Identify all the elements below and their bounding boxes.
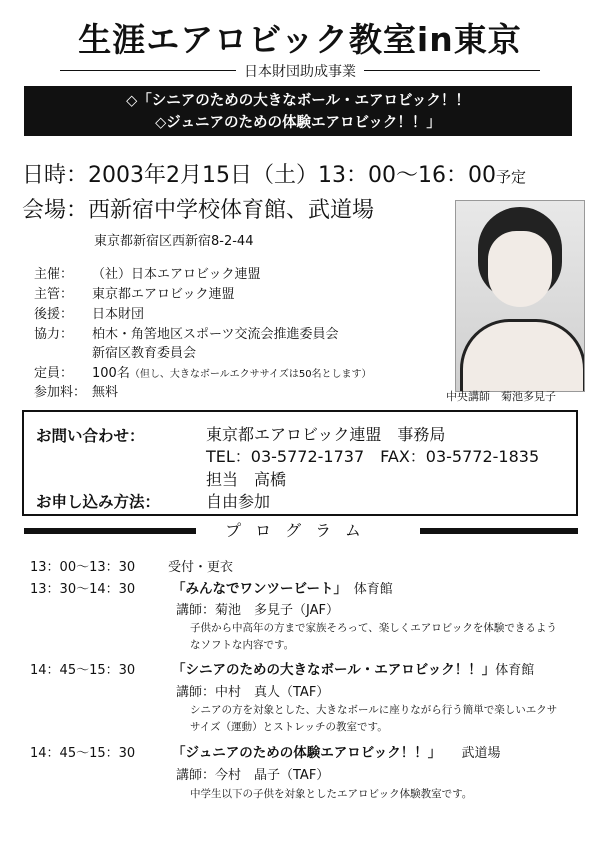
photo-face xyxy=(488,231,552,307)
detail-value: 日本財団 xyxy=(92,307,145,322)
program-description: 中学生以下の子供を対象としたエアロビック体験教室です。 xyxy=(190,788,473,800)
program-time: 13：30～14：30 xyxy=(30,582,136,597)
photo-caption: 中央講師 菊池多見子 xyxy=(446,390,556,403)
program-title: 「シニアのための大きなボール・エアロビック！！」 xyxy=(172,662,496,678)
program-description: シニアの方を対象とした、大きなボールに座りながら行う簡単で楽しいエクササイズ（運動）とストレッチの教室です。 xyxy=(190,704,558,733)
subtitle xyxy=(0,61,600,81)
detail-row-cooperation xyxy=(34,323,338,342)
detail-row-capacity xyxy=(34,362,372,381)
detail-value: （社）日本エアロビック連盟 xyxy=(92,267,261,282)
detail-label: 後援： xyxy=(34,307,74,322)
program-location: 体育館 xyxy=(495,663,535,678)
detail-label: 主管： xyxy=(34,287,74,302)
program-title: 「みんなでワンツービート」 xyxy=(172,581,341,597)
program-title: 受付・更衣 xyxy=(168,560,234,575)
event-date xyxy=(22,158,526,189)
program-title-row xyxy=(172,741,500,761)
program-instructor: 講師：今村 晶子（TAF） xyxy=(176,768,330,783)
detail-value: 柏木・角筈地区スポーツ交流会推進委員会 xyxy=(92,327,339,342)
program-title-row xyxy=(172,658,534,678)
detail-note: （但し、大きなボールエクササイズは50名とします） xyxy=(129,369,372,380)
program-time: 13：00～13：30 xyxy=(30,560,136,575)
detail-value: 新宿区教育委員会 xyxy=(92,346,197,361)
instructor-photo xyxy=(455,200,585,392)
photo-body xyxy=(460,319,585,392)
program-time: 14：45～15：30 xyxy=(30,663,136,678)
apply-value: 自由参加 xyxy=(206,492,271,511)
program-heading: プログラム xyxy=(225,521,375,540)
detail-label: 参加料： xyxy=(34,385,87,400)
program-instructor: 講師：中村 真人（TAF） xyxy=(176,685,330,700)
inquiry-label: お問い合わせ： xyxy=(36,427,145,445)
program-time: 14：45～15：30 xyxy=(30,746,136,761)
program-location: 武道場 xyxy=(461,746,501,761)
apply-label: お申し込み方法： xyxy=(36,493,161,511)
page-title: 生涯エアロビック教室in東京 xyxy=(78,20,522,59)
program-instructor: 講師：菊池 多見子（JAF） xyxy=(176,603,339,618)
detail-row-organizer xyxy=(34,263,260,282)
inquiry-phone-fax: TEL：03-5772-1737 FAX：03-5772-1835 xyxy=(206,447,540,466)
inquiry-person: 担当 高橋 xyxy=(206,470,287,489)
detail-value: 東京都エアロビック連盟 xyxy=(92,287,235,302)
subtitle-text: 日本財団助成事業 xyxy=(236,64,364,80)
event-date-main: 日時：2003年2月15日（土）13：00～16：00 xyxy=(22,163,496,188)
highlight-banner xyxy=(24,86,572,136)
event-address: 東京都新宿区西新宿8-2-44 xyxy=(94,234,254,249)
detail-value: 100名 xyxy=(92,366,130,381)
detail-label: 定員： xyxy=(34,366,74,381)
detail-row-manager xyxy=(34,283,234,302)
detail-row-fee xyxy=(34,381,118,400)
event-date-suffix: 予定 xyxy=(495,168,526,186)
detail-label: 主催： xyxy=(34,267,74,282)
program-title-row xyxy=(172,577,393,597)
banner-line-2: ◇ジュニアのための体験エアロビック！！」 xyxy=(155,115,441,131)
inquiry-org: 東京都エアロビック連盟 事務局 xyxy=(206,425,446,444)
detail-value: 無料 xyxy=(92,385,119,400)
program-title: 「ジュニアのための体験エアロビック！！」 xyxy=(172,745,435,761)
detail-row-cooperation-2 xyxy=(34,342,196,361)
detail-row-sponsor xyxy=(34,303,144,322)
banner-line-1: ◇「シニアのための大きなボール・エアロビック！！ xyxy=(126,93,470,109)
detail-label: 協力： xyxy=(34,327,74,342)
program-location: 体育館 xyxy=(353,582,393,597)
program-description: 子供から中高年の方まで家族そろって、楽しくエアロビックを体験できるようなソフトな内容です。 xyxy=(190,622,557,651)
event-venue: 会場：西新宿中学校体育館、武道場 xyxy=(22,198,375,223)
